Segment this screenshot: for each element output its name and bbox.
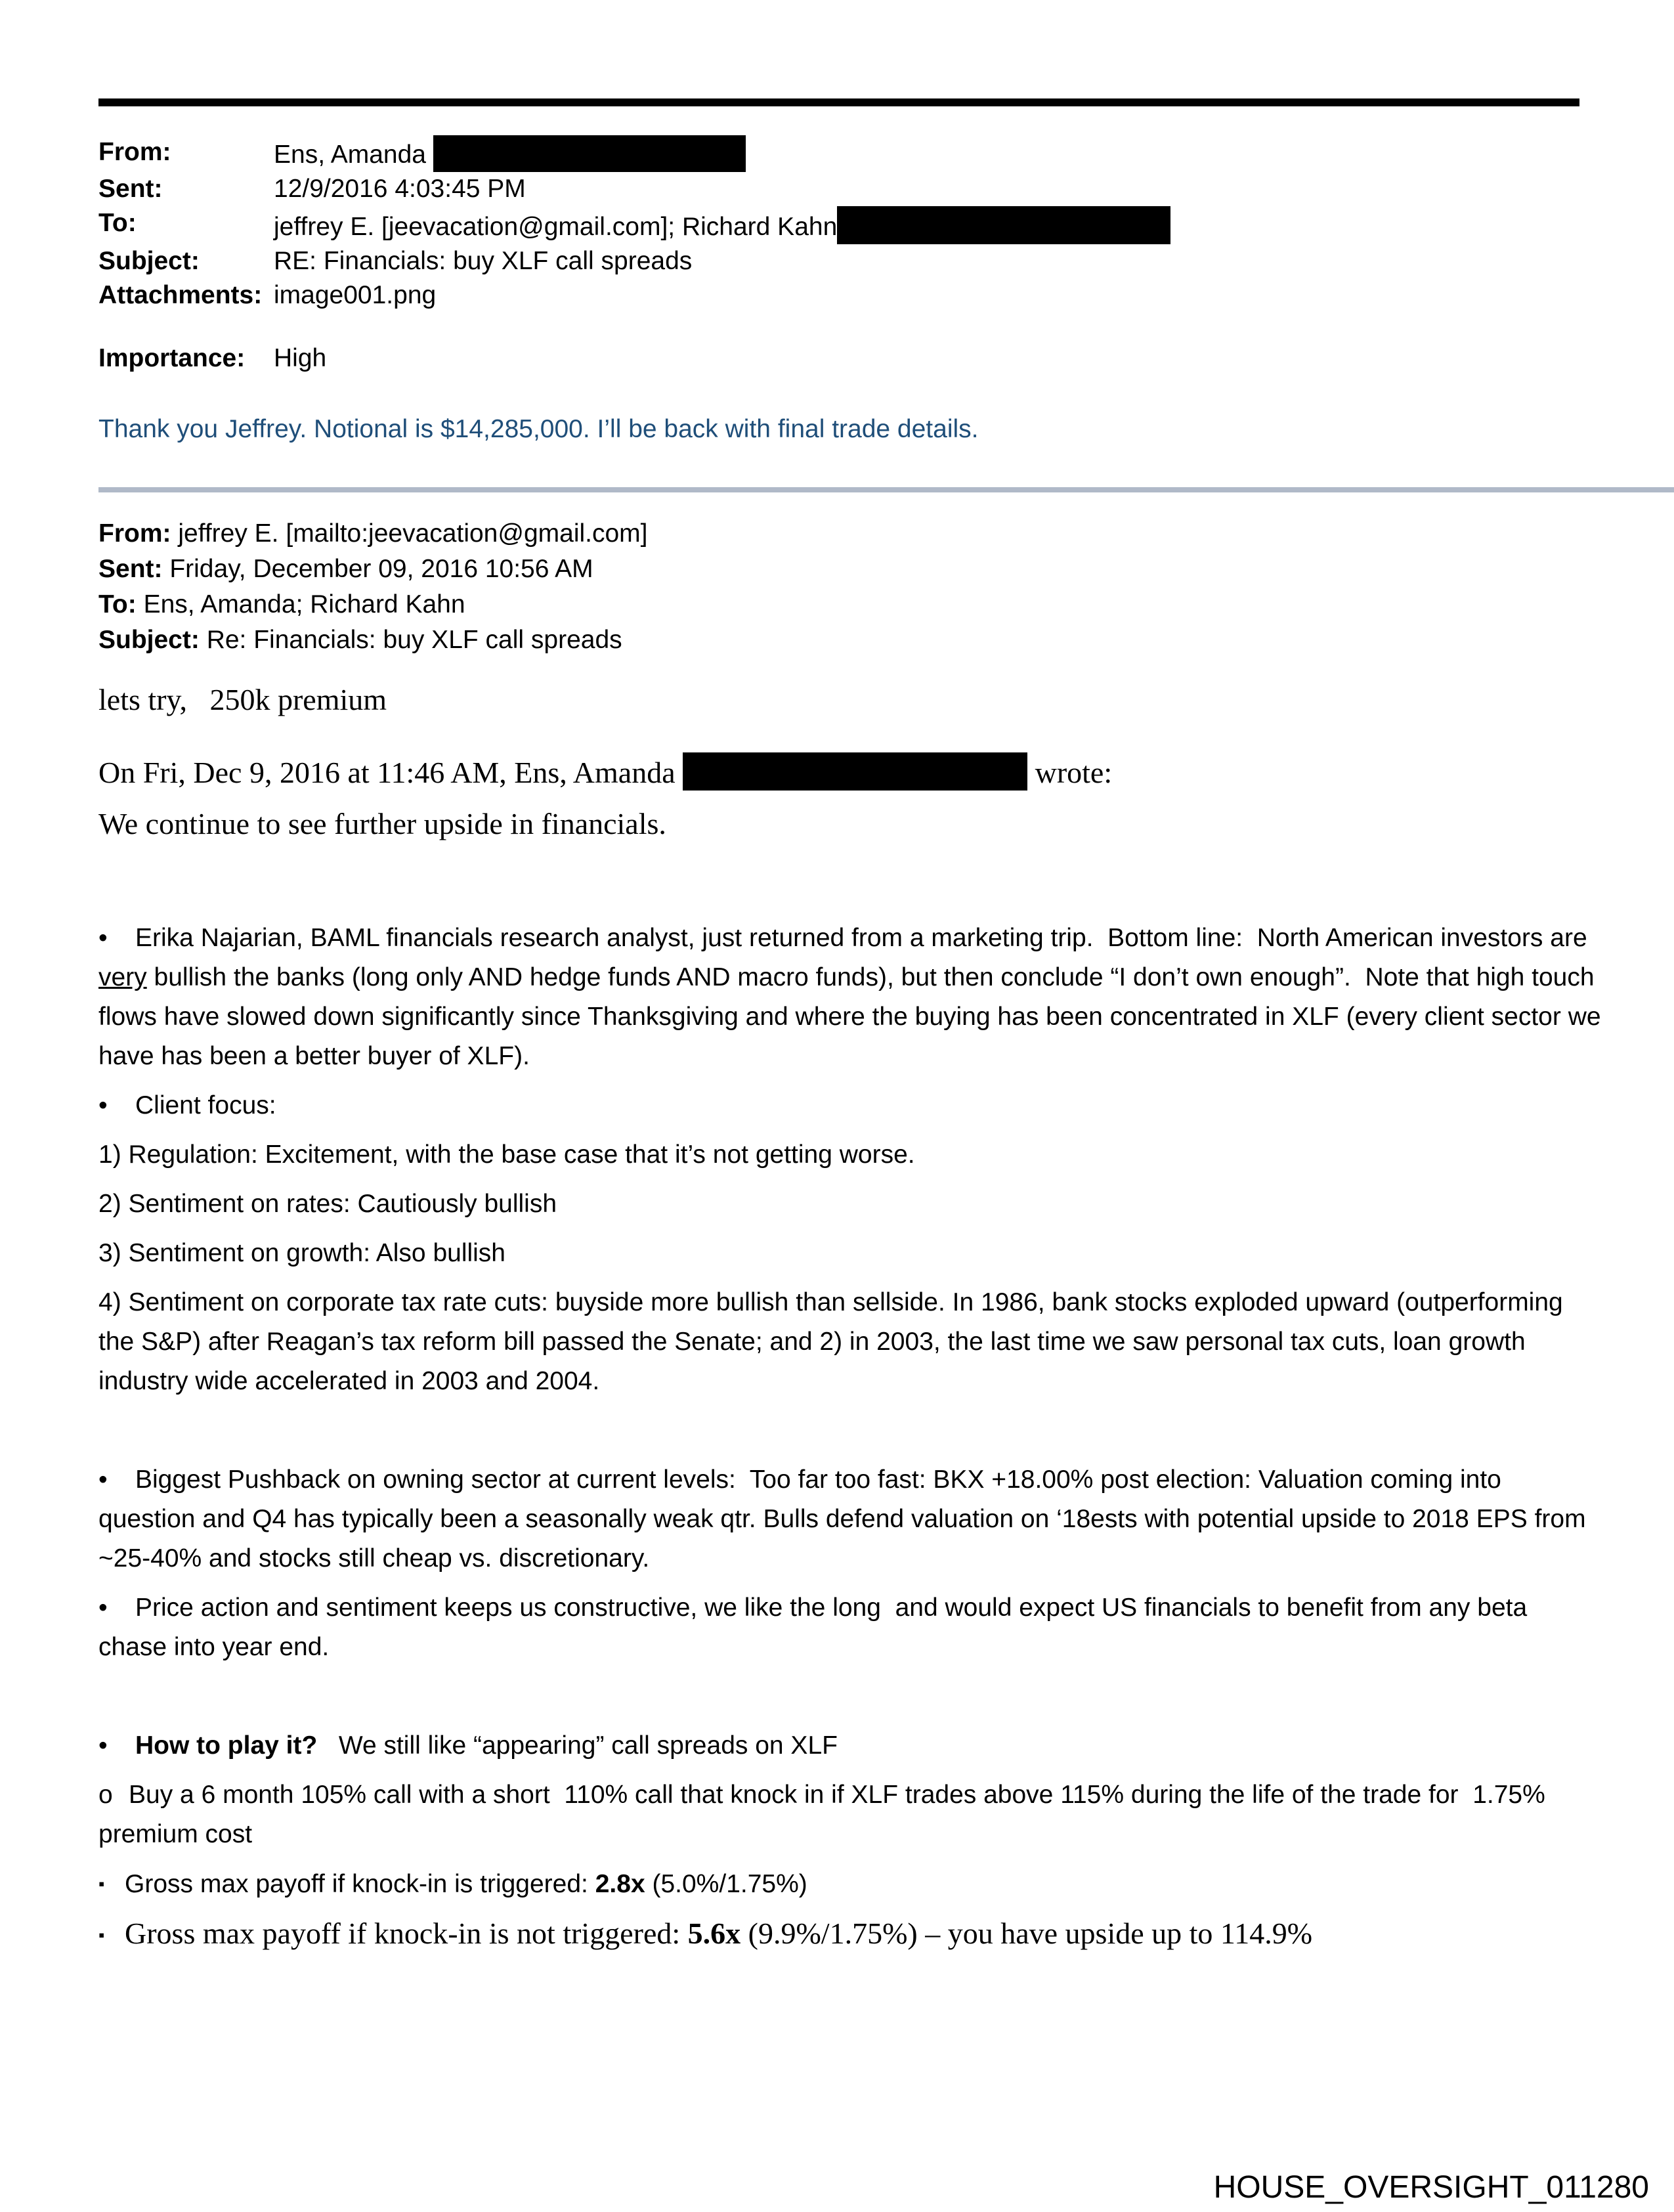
bullet-client-focus: • Client focus:: [98, 1086, 1602, 1125]
from-label: From:: [98, 138, 171, 166]
sub-bullet-trade-structure: o Buy a 6 month 105% call with a short 110% call that knock in if XLF trades above 115% during the life of the trade for 1.75% premium cost: [98, 1775, 1602, 1854]
from-value: Ens, Amanda: [274, 135, 1602, 172]
quoted-to-line: To: Ens, Amanda; Richard Kahn: [98, 590, 465, 618]
reply-line: lets try, 250k premium: [98, 683, 387, 716]
bullet-icon: •: [98, 1091, 108, 1119]
sub-bullet-payoff-not-triggered: ▪ Gross max payoff if knock-in is not triggered: 5.6x (9.9%/1.75%) – you have upside up to 114.9%: [98, 1914, 1602, 1955]
bullet-icon: ▪: [98, 1874, 105, 1894]
bullet-price-action: • Price action and sentiment keeps us constructive, we like the long and would expect US financials to benefit from any beta chase into year end.: [98, 1588, 1602, 1667]
quoted-subject-label: Subject:: [98, 626, 200, 654]
importance-value: High: [274, 344, 327, 372]
bullet-icon: •: [98, 924, 108, 952]
sent-value: 12/9/2016 4:03:45 PM: [274, 175, 526, 203]
to-value: jeffrey E. [jeevacation@gmail.com]; Richard Kahn: [274, 206, 1602, 244]
separator-line: [98, 487, 1674, 492]
sent-label: Sent:: [98, 175, 163, 203]
blank-line: [98, 1411, 1602, 1460]
header-row-attachments: [98, 278, 1602, 313]
quote-attribution-line: On Fri, Dec 9, 2016 at 11:46 AM, Ens, Amanda wrote:: [98, 752, 1602, 791]
quote-opening-line: We continue to see further upside in financials.: [98, 807, 666, 840]
importance-label: Importance:: [98, 344, 246, 372]
quoted-to-label: To:: [98, 590, 137, 618]
blank-line: [98, 1677, 1602, 1726]
quoted-subject-line: Subject: Re: Financials: buy XLF call spreads: [98, 626, 622, 654]
attachments-value: image001.png: [274, 281, 437, 309]
email-header: [98, 135, 1602, 376]
quoted-sent-line: Sent: Friday, December 09, 2016 10:56 AM: [98, 555, 593, 583]
bullet-icon: ▪: [98, 1926, 105, 1945]
quoted-email-header: [98, 516, 1602, 658]
redaction-bar: [433, 135, 746, 172]
bates-number: HOUSE_OVERSIGHT_011280: [1213, 2170, 1649, 2205]
bullet-biggest-pushback: • Biggest Pushback on owning sector at current levels: Too far too fast: BKX +18.00% post election: Valuation coming into question and Q4 has typically been a seasonally weak qtr. Bulls defend valuation on ‘18ests with potential upside to 2018 EPS from ~25-40% and stocks still cheap vs. discretionary.: [98, 1460, 1602, 1578]
numbered-item-rates: 2) Sentiment on rates: Cautiously bullish: [98, 1190, 557, 1218]
reply-note: Thank you Jeffrey. Notional is $14,285,000. I’ll be back with final trade details.: [98, 415, 979, 443]
subject-value: RE: Financials: buy XLF call spreads: [274, 247, 693, 275]
sub-bullet-payoff-triggered: ▪ Gross max payoff if knock-in is triggered: 2.8x (5.0%/1.75%): [98, 1864, 1602, 1904]
bullet-icon: •: [98, 1731, 108, 1760]
top-rule: [98, 98, 1579, 106]
bullet-erika-najarian: • Erika Najarian, BAML financials research analyst, just returned from a marketing trip. Bottom line: North American investors are very bullish the banks (long only AND hedge funds AND macro funds), but then conclude “I don’t own enough”. Note that high touch flows have slowed down significantly since Thanksgiving and where the buying has been concentrated in XLF (every client sector we have has been a better buyer of XLF).: [98, 919, 1602, 1076]
quoted-from-label: From:: [98, 519, 171, 548]
quoted-sent-label: Sent:: [98, 555, 163, 583]
numbered-item-regulation: 1) Regulation: Excitement, with the base case that it’s not getting worse.: [98, 1140, 915, 1169]
email-body: [98, 919, 1608, 1955]
header-row-subject: [98, 244, 1602, 278]
to-label: To:: [98, 209, 137, 237]
header-row-importance: [98, 341, 1602, 376]
redaction-bar: [837, 206, 1170, 244]
attachments-label: Attachments:: [98, 281, 263, 309]
quoted-from-line: From: jeffrey E. [mailto:jeevacation@gmail.com]: [98, 519, 648, 548]
bullet-icon: •: [98, 1465, 108, 1494]
numbered-item-tax-cuts: 4) Sentiment on corporate tax rate cuts: buyside more bullish than sellside. In 1986, bank stocks exploded upward (outperforming the S&P) after Reagan’s tax reform bill passed the Senate; and 2) in 2003, the last time we saw personal tax cuts, loan growth industry wide accelerated in 2003 and 2004.: [98, 1288, 1570, 1395]
bullet-icon: •: [98, 1594, 108, 1622]
subject-label: Subject:: [98, 247, 200, 275]
bullet-how-to-play: • How to play it? We still like “appearing” call spreads on XLF: [98, 1726, 1602, 1766]
header-row-from: [98, 135, 1602, 172]
page-content: [98, 0, 1608, 1965]
header-row-to: [98, 206, 1602, 244]
bullet-icon: o: [98, 1781, 113, 1809]
redaction-bar: [683, 752, 1027, 791]
numbered-item-growth: 3) Sentiment on growth: Also bullish: [98, 1239, 506, 1267]
header-row-sent: [98, 172, 1602, 206]
